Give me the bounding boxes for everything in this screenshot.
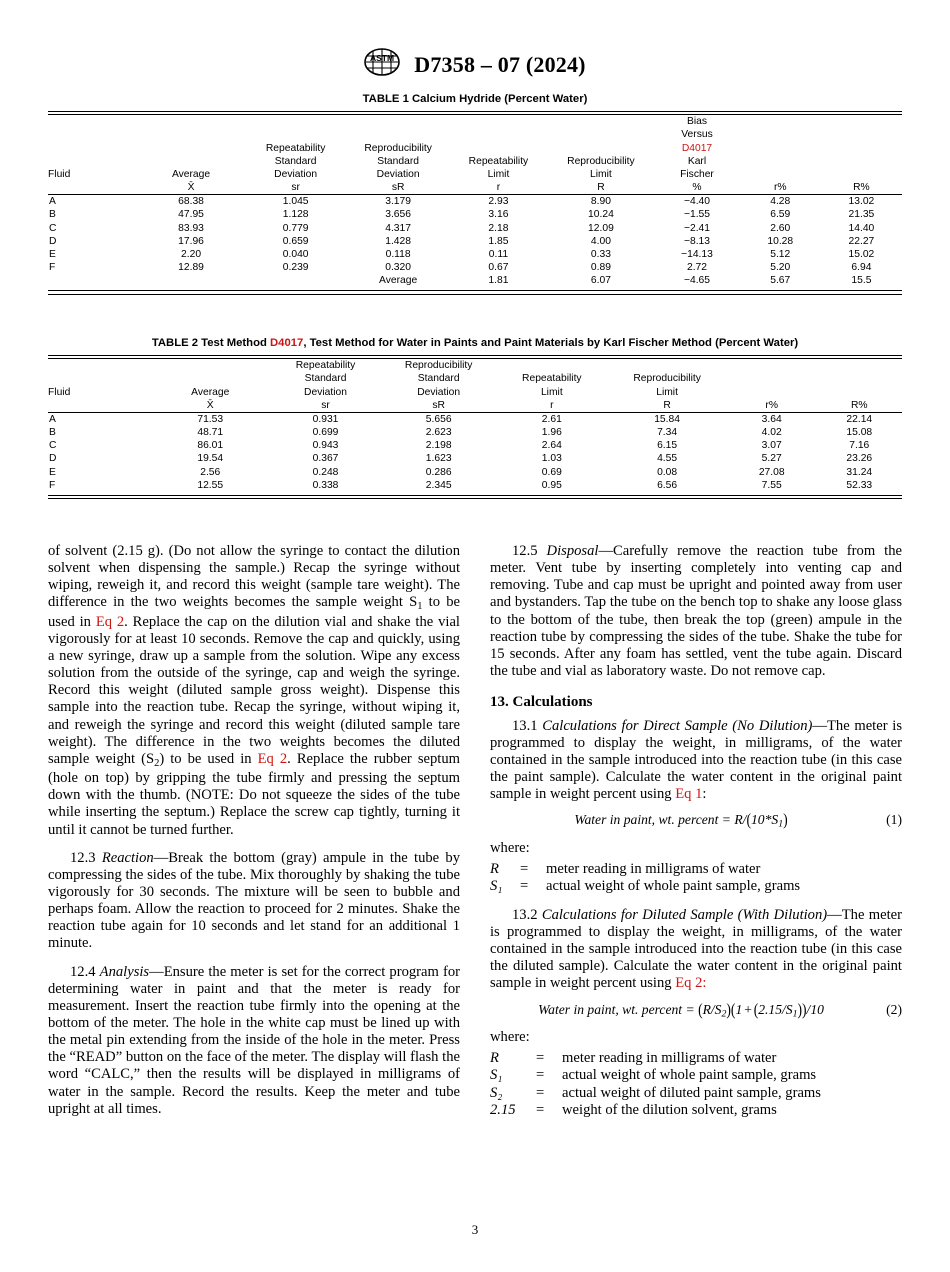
body-column-left: [48, 543, 460, 1118]
t1-r5-c7: 5.20: [770, 262, 791, 274]
table-1: [48, 115, 902, 287]
w2-r3-definition: weight of the dilution solvent, grams: [562, 1102, 777, 1119]
t2-repeat-sd-l2: Standard: [304, 373, 347, 385]
t1-r1-c2: 1.128: [282, 209, 309, 221]
table-row: [48, 426, 902, 439]
t2-r5-c3: 2.345: [425, 479, 452, 491]
t1-r0-c4: 2.93: [488, 196, 509, 208]
where-label-1: where:: [490, 839, 530, 856]
eq2-link-second[interactable]: Eq 2: [257, 750, 288, 767]
t1-avg-c8: 15.5: [851, 275, 872, 287]
t2-r2-c1: 86.01: [197, 440, 224, 452]
t2-sym-0: [48, 399, 150, 412]
p122-text-b: to be used in: [48, 594, 460, 630]
paragraph-13-2: [490, 907, 902, 993]
t1-r4-c4: 0.11: [488, 248, 509, 260]
t1-bias-l5: Fischer: [680, 168, 714, 180]
t1-r3-c2: 0.659: [282, 235, 309, 247]
eq2-paren-1-open: (: [698, 999, 703, 1019]
t1-r5-c5: 0.89: [590, 262, 611, 274]
t2-r2-c4: 2.64: [541, 440, 562, 452]
t1-r4-c6: −14.13: [681, 248, 713, 260]
t2-r0-c7: 22.14: [846, 413, 873, 425]
t1-col-average: Average: [171, 168, 211, 180]
t1-sym-7: r%: [773, 182, 787, 194]
eq2-term-2: 1 +: [735, 1001, 754, 1017]
t2-r5-c7: 52.33: [846, 479, 873, 491]
eq2-paren-3-close: ): [797, 999, 803, 1019]
t2-r4-c4: 0.69: [541, 466, 562, 478]
eq1-paren-open: (: [746, 810, 751, 830]
t1-bias-d4017-link[interactable]: D4017: [681, 142, 713, 154]
t1-r4-c7: 5.12: [770, 248, 791, 260]
t1-col-Rpct-blank: [821, 115, 902, 181]
document-header: [0, 48, 950, 81]
t1-col-reprod-limit: [548, 115, 655, 181]
t2-repeat-sd-l1: Repeatability: [295, 360, 356, 372]
table-2-d4017-link[interactable]: D4017: [270, 337, 304, 349]
t1-avg-c4: 1.81: [488, 275, 509, 287]
list-item: [490, 1102, 902, 1120]
equation-2: [490, 999, 902, 1020]
t1-r1-c7: 6.59: [770, 209, 791, 221]
t1-r4-c2: 0.040: [282, 248, 309, 260]
t1-reprod-sd-l3: Deviation: [376, 168, 420, 180]
p132-body-b: :: [702, 975, 707, 992]
t2-r0-c4: 2.61: [541, 413, 562, 425]
t1-r2-c4: 2.18: [488, 222, 509, 234]
eq1-rhs-pre: R/: [734, 812, 747, 828]
t2-r2-c6: 3.07: [761, 440, 782, 452]
t1-r5-c3: 0.320: [385, 262, 411, 274]
w2-r2-definition: actual weight of diluted paint sample, grams: [562, 1084, 821, 1101]
t2-col-reprod-sd: [381, 359, 496, 399]
table-row: [48, 261, 902, 274]
t2-r3-c0: D: [49, 453, 57, 465]
t1-r4-c5: 0.33: [590, 248, 611, 260]
t2-r3-c5: 4.55: [657, 453, 678, 465]
paragraph-12-4: [48, 964, 460, 1118]
p123-number: 12.3: [70, 849, 96, 866]
page-number: 3: [471, 1222, 479, 1237]
t1-repeat-sd-l1: Repeatability: [265, 142, 326, 154]
t2-r0-c2: 0.931: [312, 413, 339, 425]
t1-r1-c3: 3.656: [385, 209, 411, 221]
t2-r1-c5: 7.34: [657, 427, 678, 439]
t1-r1-c5: 10.24: [588, 209, 614, 221]
t2-r3-c1: 19.54: [197, 453, 224, 465]
list-item: [490, 878, 902, 896]
table-row: [48, 479, 902, 492]
t1-r4-c1: 2.20: [181, 248, 202, 260]
t1-col-reprod-sd: [347, 115, 449, 181]
t2-reprod-sd-l3: Deviation: [417, 386, 461, 398]
p124-body: —Ensure the meter is set for the correct program for determining water in paint and that the meter is ready for measurement. Insert the reaction tube firmly into the opening at the bottom of the meter. The hole in the white cap must be lined up with the metal pin extending from the inside of the hole in the meter. Press the “READ” button on the face of the meter. The display will flash the word “CALC,” then the results will be displayed in milligrams of water in the sample. Record the results. Keep the meter and tube upright at all times.: [48, 963, 460, 1117]
t2-r1-c7: 15.08: [846, 427, 873, 439]
p125-body: —Carefully remove the reaction tube from the meter. Vent tube by inserting completely into venting cap and removing. Tube and cap must be upright and pointed away from user and bystanders. Tap the tube on the bench top to shake any loose glass to the bottom of the tube, then break the top (green) ampule in the reaction tube by compressing the sides of the tube. Shake the tube for 15 seconds. After any foam has settled, vent the tube again. Discard the tube and vial as laboratory waste. Do not remove cap.: [490, 543, 902, 679]
t2-repeat-limit-l2: Limit: [540, 386, 563, 398]
t2-r5-c0: F: [49, 479, 56, 491]
t2-r4-c7: 31.24: [846, 466, 873, 478]
t1-r2-c0: C: [49, 222, 57, 234]
t1-r3-c7: 10.28: [767, 235, 794, 247]
t2-sym-6: r%: [765, 399, 778, 411]
eq2-paren-1-close: ): [726, 999, 731, 1019]
table-1-caption: TABLE 1 Calcium Hydride (Percent Water): [362, 93, 588, 105]
w1-r1-equals: =: [520, 878, 529, 895]
t2-r1-c6: 4.02: [761, 427, 782, 439]
p122-sub-2: 2: [154, 757, 160, 769]
t1-avg-label: Average: [379, 275, 418, 287]
t2-sym-4: r: [550, 399, 554, 411]
t1-r5-c0: F: [49, 262, 56, 274]
p122-text-c: . Replace the cap on the dilution vial and shake the vial vigorously for at least 10 seconds. Remove the cap and quickly, using a new syringe, draw up a sample from the solution. Wipe any excess solution from the outside of the syringe, cap and weigh the syringe. Record this weight (diluted sample gross weight). Dispense this sample into the reaction tube. Recap the syringe, without wiping it, and reweigh the syringe and record this weight (diluted sample tare weight). The difference in the two weights becomes the diluted sample weight (S: [48, 613, 460, 767]
t1-r0-c5: 8.90: [590, 196, 611, 208]
t1-r3-c3: 1.428: [385, 235, 411, 247]
t1-sym-2: sr: [291, 182, 300, 194]
t2-r1-c0: B: [49, 427, 56, 439]
t1-reprod-sd-l2: Standard: [377, 155, 419, 167]
table-2-symbol-row: [48, 399, 902, 412]
t1-avg-c7: 5.67: [770, 275, 791, 287]
t2-r5-c2: 0.338: [312, 479, 339, 491]
paragraph-12-3: [48, 850, 460, 953]
table-2-bottom-rule: [48, 495, 902, 499]
table-2-caption-suffix: , Test Method for Water in Paints and Paint Materials by Karl Fischer Method (Percent Water): [303, 337, 799, 349]
t1-r2-c3: 4.317: [385, 222, 411, 234]
t1-r3-c6: −8.13: [683, 235, 711, 247]
where-list-2: [490, 1050, 902, 1120]
t2-r2-c3: 2.198: [425, 440, 452, 452]
t1-r2-c7: 2.60: [770, 222, 791, 234]
table-1-symbol-row: [48, 181, 902, 194]
eq1-rhs-body: 10*S: [751, 812, 779, 828]
p131-body-a: —The meter is programmed to display the weight, in milligrams, of the water contained in the sample introduced into the reaction tube (in this case the paint sample). Calculate the water content in the original paint sample in weight percent using: [490, 717, 902, 803]
equation-2-number: (2): [886, 1001, 902, 1017]
where-list-1: [490, 861, 902, 896]
t2-reprod-sd-l1: Reproducibility: [404, 360, 473, 372]
t1-r2-c1: 83.93: [178, 222, 204, 234]
t1-bias-l1: Bias: [686, 116, 707, 128]
t1-r1-c4: 3.16: [488, 209, 509, 221]
t2-r5-c1: 12.55: [197, 479, 224, 491]
t2-r3-c7: 23.26: [846, 453, 873, 465]
t1-r0-c6: −4.40: [683, 196, 711, 208]
p124-title: Analysis: [99, 963, 150, 980]
w2-r0-symbol: R: [490, 1049, 499, 1066]
t2-col-rpct-blank: [727, 359, 817, 399]
p123-title: Reaction: [101, 849, 154, 866]
table-row: [48, 466, 902, 479]
t2-col-repeat-limit: [496, 359, 607, 399]
t2-r3-c6: 5.27: [761, 453, 782, 465]
eq2-lhs: Water in paint, wt. percent: [538, 1001, 683, 1017]
p132-number: 13.2: [512, 906, 538, 923]
t2-r4-c1: 2.56: [200, 466, 221, 478]
p125-title: Disposal: [546, 543, 599, 559]
w1-r0-equals: =: [520, 860, 529, 877]
t1-r0-c0: A: [49, 196, 56, 208]
t1-r5-c8: 6.94: [851, 262, 872, 274]
w2-r1-equals: =: [536, 1067, 545, 1084]
table-1-bottom-rule: [48, 290, 902, 294]
t1-sym-3: sR: [391, 182, 405, 194]
t2-r4-c6: 27.08: [758, 466, 785, 478]
t1-bias-l4: Karl: [687, 155, 707, 167]
t1-r5-c6: 2.72: [686, 262, 708, 274]
eq2-paren-2-close: ): [802, 999, 807, 1019]
table-row: [48, 208, 902, 221]
t2-r0-c1: 71.53: [197, 413, 224, 425]
p122-text-e: . Replace the rubber septum (hole on top) by gripping the tube firmly and pressing the septum down with the thumb. (NOTE: Do not squeeze the sides of the tube while inserting the septum.) Replace the screw cap tightly, turning it until it cannot be turned further.: [48, 750, 460, 838]
t2-reprod-sd-l2: Standard: [417, 373, 460, 385]
t1-r0-c7: 4.28: [770, 196, 791, 208]
t1-r1-c8: 21.35: [848, 209, 875, 221]
t1-reprod-limit-l2: Limit: [590, 168, 612, 180]
t2-r3-c2: 0.367: [312, 453, 339, 465]
t1-r1-c6: −1.55: [683, 209, 711, 221]
t1-avg-c6: −4.65: [683, 275, 711, 287]
eq2-term-1: $R/S_2$: [702, 1001, 727, 1020]
w1-r0-definition: meter reading in milligrams of water: [546, 860, 761, 877]
t1-sym-1: X̄: [187, 182, 195, 194]
t1-repeat-limit-l2: Limit: [487, 168, 510, 180]
p122-sub-1: 1: [417, 601, 423, 613]
t2-r2-c0: C: [49, 440, 57, 452]
w2-r1-definition: actual weight of whole paint sample, grams: [562, 1067, 817, 1084]
t1-r1-c1: 47.95: [178, 209, 204, 221]
p122-text-a: of solvent (2.15 g). (Do not allow the syringe to contact the dilution solvent when dispensing the sample.) Recap the syringe without wiping, reweigh it, and record this weight (sample tare weight). The difference in the two weights becomes the sample weight S: [48, 543, 460, 611]
t2-r2-c7: 7.16: [849, 440, 870, 452]
p123-body: —Break the bottom (gray) ampule in the tube by compressing the sides of the tube. Mix thoroughly by shaking the tube vigorously for 30 seconds. The mixture will be seen to bubble and perhaps foam. Allow the reaction to proceed for 2 minutes. Shake the reaction tube again for 10 seconds and let stand for an additional 1 minute.: [48, 849, 461, 952]
equation-1-number: (1): [886, 812, 902, 828]
t2-sym-3: sR: [432, 399, 445, 411]
t1-avg-c5: 6.07: [590, 275, 611, 287]
table-2: [48, 359, 902, 492]
t1-sym-6: %: [692, 182, 702, 194]
t2-r0-c6: 3.64: [761, 413, 782, 425]
table-row: [48, 235, 902, 248]
table-row: [48, 248, 902, 261]
equation-1-body: [574, 812, 817, 830]
t2-repeat-sd-l3: Deviation: [304, 386, 347, 398]
paragraph-12-2-continued: [48, 543, 460, 839]
t1-r3-c0: D: [49, 235, 57, 247]
t1-r2-c6: −2.41: [683, 222, 711, 234]
p131-number: 13.1: [512, 717, 538, 734]
t2-r1-c4: 1.96: [541, 427, 562, 439]
p131-body-b: :: [702, 786, 707, 803]
t1-r0-c1: 68.38: [178, 196, 204, 208]
body-column-right: [490, 543, 902, 1120]
t2-r0-c3: 5.656: [425, 413, 452, 425]
table-1-header-row: [48, 115, 902, 181]
t1-r4-c0: E: [49, 248, 56, 260]
t1-r5-c1: 12.89: [178, 262, 204, 274]
p124-number: 12.4: [70, 963, 96, 980]
t1-r2-c2: 0.779: [282, 222, 309, 234]
svg-text:ASTM: ASTM: [370, 53, 395, 63]
list-item: [490, 861, 902, 879]
t1-avg-c2: [244, 274, 346, 287]
eq2-paren-3-open: (: [753, 999, 759, 1019]
table-2-header-row: [48, 359, 902, 399]
t1-repeat-sd-l3: Deviation: [274, 168, 318, 180]
t2-r5-c4: 0.95: [541, 479, 562, 491]
table-2-block: [48, 336, 902, 499]
t1-r1-c0: B: [49, 209, 56, 221]
eq2-term-4: /10: [806, 1001, 824, 1017]
t1-r3-c1: 17.96: [178, 235, 204, 247]
t2-r1-c2: 0.699: [312, 427, 339, 439]
t2-r3-c4: 1.03: [541, 453, 562, 465]
t1-col-repeat-limit: [449, 115, 547, 181]
table-row: [48, 413, 902, 426]
equation-1: [490, 812, 902, 830]
w1-r1-definition: actual weight of whole paint sample, grams: [546, 878, 801, 895]
t1-col-bias: [654, 115, 739, 181]
t1-r0-c3: 3.179: [385, 196, 411, 208]
t1-avg-c0: [48, 274, 138, 287]
t1-bias-l2: Versus: [681, 129, 713, 141]
t1-r4-c3: 0.118: [385, 248, 411, 260]
t2-r4-c2: 0.248: [312, 466, 339, 478]
w2-r0-definition: meter reading in milligrams of water: [562, 1049, 777, 1066]
eq2-paren-2-open: (: [730, 999, 736, 1019]
table-row: [48, 195, 902, 208]
t1-col-fluid: Fluid: [48, 168, 71, 180]
t1-col-repeat-sd: [244, 115, 346, 181]
t1-sym-8: R%: [853, 182, 870, 194]
where-label-2: where:: [490, 1028, 530, 1045]
w1-r0-symbol: R: [490, 860, 499, 877]
p132-body-a: —The meter is programmed to display the weight, in milligrams, of the water contained in the sample introduced into the reaction tube (in this case the diluted sample). Calculate the water content in the original paint sample in weight percent using: [490, 906, 902, 992]
t1-r0-c8: 13.02: [848, 196, 875, 208]
t2-reprod-limit-l2: Limit: [656, 386, 678, 398]
t1-r3-c8: 22.27: [848, 235, 875, 247]
t2-r2-c5: 6.15: [657, 440, 678, 452]
t1-col-rpct-blank: [740, 115, 821, 181]
t2-r0-c0: A: [49, 413, 56, 425]
p132-title: Calculations for Diluted Sample (With Dilution): [541, 906, 828, 923]
t1-reprod-sd-l1: Reproducibility: [364, 142, 432, 154]
t2-r1-c3: 2.623: [425, 427, 452, 439]
t2-col-reprod-limit: [607, 359, 727, 399]
t1-reprod-limit-l1: Reproducibility: [567, 155, 635, 167]
t2-r2-c2: 0.943: [312, 440, 339, 452]
t2-r0-c5: 15.84: [654, 413, 680, 425]
t2-r1-c1: 48.71: [197, 427, 224, 439]
eq1-lhs: Water in paint, wt. percent: [574, 812, 719, 828]
table-row: [48, 439, 902, 452]
t1-r5-c4: 0.67: [488, 262, 509, 274]
t1-r3-c4: 1.85: [488, 235, 509, 247]
p122-text-d: ) to be used in: [159, 750, 258, 767]
w2-r2-equals: =: [536, 1084, 545, 1101]
t2-r4-c3: 0.286: [425, 466, 452, 478]
eq2-link-first[interactable]: Eq 2: [95, 613, 125, 630]
t2-sym-5: R: [663, 399, 671, 411]
list-item: [490, 1067, 902, 1085]
t2-repeat-limit-l1: Repeatability: [522, 373, 582, 385]
t2-col-fluid: Fluid: [48, 386, 71, 398]
t1-sym-4: r: [496, 182, 501, 194]
eq1-paren-close: ): [783, 810, 788, 830]
eq1-equals: =: [721, 812, 731, 828]
w1-r1-symbol: S₁: [490, 878, 503, 895]
table-1-block: [48, 92, 902, 295]
p131-title: Calculations for Direct Sample (No Dilution): [542, 717, 813, 734]
list-item: [490, 1085, 902, 1103]
section-heading-13: 13. Calculations: [490, 694, 593, 711]
t2-reprod-limit-l1: Reproducibility: [633, 373, 701, 385]
t2-r5-c6: 7.55: [761, 479, 782, 491]
t1-avg-c1: [138, 274, 245, 287]
astm-logo-icon: [364, 48, 400, 81]
t1-repeat-limit-l1: Repeatability: [468, 155, 529, 167]
t2-r4-c0: E: [49, 466, 56, 478]
w2-r3-equals: =: [536, 1102, 545, 1119]
table-1-average-row: [48, 274, 902, 287]
t1-r3-c5: 4.00: [590, 235, 611, 247]
t2-col-Rpct-blank: [817, 359, 902, 399]
t1-r0-c2: 1.045: [282, 196, 309, 208]
t2-sym-7: R%: [850, 399, 868, 411]
t2-sym-1: X̄: [206, 399, 214, 411]
list-item: [490, 1050, 902, 1068]
t1-r5-c2: 0.239: [282, 262, 309, 274]
t2-r4-c5: 0.08: [657, 466, 678, 478]
w2-r3-symbol: 2.15: [490, 1102, 516, 1119]
table-row: [48, 452, 902, 465]
t1-r4-c8: 15.02: [848, 248, 875, 260]
t1-sym-0: [48, 181, 138, 194]
paragraph-13-1: [490, 718, 902, 804]
eq2-term-3: $2.15/S_1$: [758, 1001, 798, 1020]
t1-r2-c5: 12.09: [588, 222, 614, 234]
w2-r1-symbol: S₁: [490, 1067, 503, 1084]
paragraph-12-5: [490, 543, 902, 680]
t1-repeat-sd-l2: Standard: [274, 155, 317, 167]
eq1-link[interactable]: Eq 1: [675, 786, 703, 803]
table-2-caption: [48, 336, 902, 350]
t2-r3-c3: 1.623: [425, 453, 452, 465]
t2-r5-c5: 6.56: [657, 479, 678, 491]
w2-r2-symbol: S₂: [490, 1084, 503, 1101]
t1-r2-c8: 14.40: [848, 222, 875, 234]
t1-sym-5: R: [597, 182, 605, 194]
eq1-rhs-sub: 1: [778, 819, 784, 831]
table-2-caption-prefix: TABLE 2 Test Method: [151, 337, 271, 349]
equation-2-body: [538, 999, 854, 1020]
eq2-equals: =: [685, 1001, 695, 1017]
w2-r0-equals: =: [536, 1049, 545, 1066]
t2-sym-2: sr: [321, 399, 330, 411]
t2-col-repeat-sd: [270, 359, 381, 399]
t2-col-average: Average: [191, 386, 230, 398]
eq2-link-third[interactable]: Eq 2: [675, 975, 703, 992]
p125-number: 12.5: [512, 543, 538, 559]
table-row: [48, 222, 902, 235]
document-designation: D7358 – 07 (2024): [414, 51, 586, 77]
